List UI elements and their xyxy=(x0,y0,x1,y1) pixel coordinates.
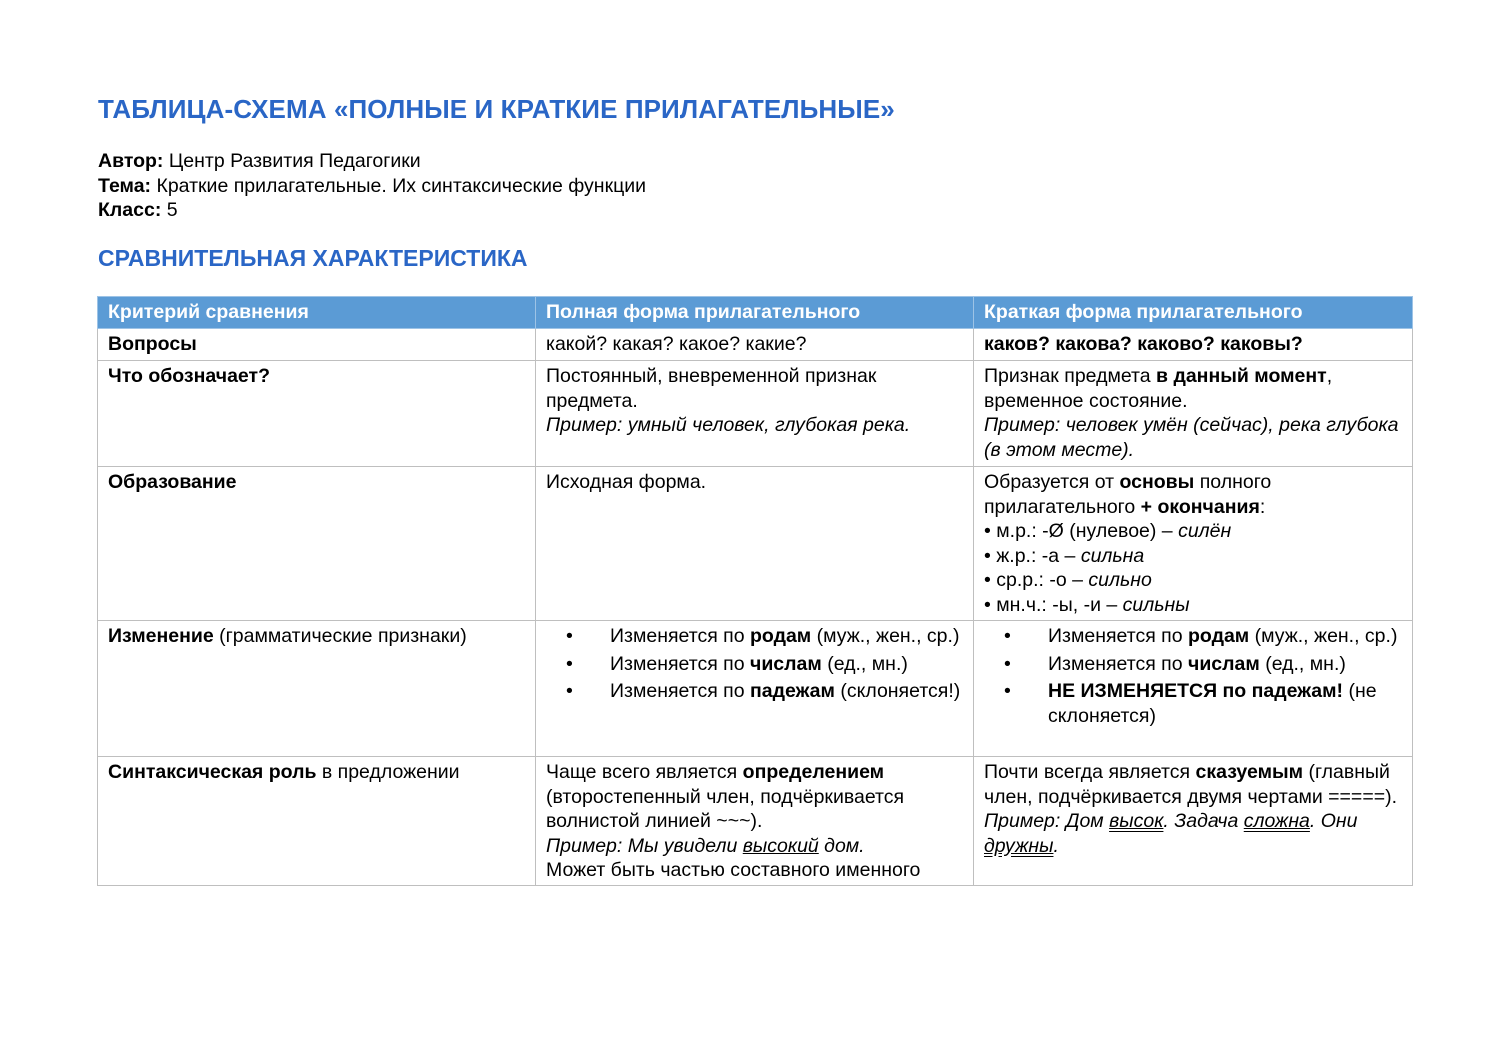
section-title: СРАВНИТЕЛЬНАЯ ХАРАКТЕРИСТИКА xyxy=(98,245,528,271)
ending-prefix: • мн.ч.: -ы, -и – xyxy=(984,593,1123,616)
ending-prefix: • ср.р.: -о – xyxy=(984,569,1089,592)
ending-prefix: • ж.р.: -а – xyxy=(984,544,1081,567)
item-text: Изменяется по xyxy=(610,625,750,647)
document-meta xyxy=(98,149,646,223)
comparison-table xyxy=(97,296,1413,886)
short-change-list xyxy=(984,624,1402,728)
example-text: дом. xyxy=(818,834,865,857)
example-underlined: высокий xyxy=(742,834,819,857)
short-formation-text-3: : xyxy=(1259,495,1266,518)
short-questions-text: каков? какова? каково? каковы? xyxy=(984,333,1303,355)
item-bold: числам xyxy=(1188,652,1260,675)
item-bold: родам xyxy=(1188,625,1250,647)
ending-item xyxy=(984,519,1402,544)
short-questions-cell xyxy=(974,329,1413,361)
item-bold: числам xyxy=(750,652,822,675)
full-syntax-text-2: (второстепенный член, подчёркивается волнистой линией ~~~). xyxy=(546,785,905,833)
criterion-label: Что обозначает? xyxy=(108,365,270,387)
author-label: Автор: xyxy=(98,150,164,172)
short-meaning-cell xyxy=(974,361,1413,467)
bullet-icon: • xyxy=(566,680,573,703)
short-formation-text-1: Образуется от xyxy=(984,471,1120,493)
page-title: ТАБЛИЦА-СХЕМА «ПОЛНЫЕ И КРАТКИЕ ПРИЛАГАТЕЛЬНЫЕ» xyxy=(98,94,895,124)
item-text: (муж., жен., ср.) xyxy=(1249,625,1398,647)
table-row-meaning xyxy=(98,361,1413,467)
item-text: (не склоняется) xyxy=(1048,680,1377,727)
example-text: . xyxy=(1053,834,1059,857)
criterion-label: Вопросы xyxy=(108,333,197,355)
item-text: (ед., мн.) xyxy=(821,652,908,675)
item-text: Изменяется по xyxy=(610,680,750,703)
list-item xyxy=(984,652,1402,677)
item-bold: НЕ ИЗМЕНЯЕТСЯ по падежам! xyxy=(1048,680,1344,703)
short-meaning-example: Пример: человек умён (сейчас), река глубока (в этом месте). xyxy=(984,414,1399,461)
ending-prefix: • м.р.: -Ø (нулевое) – xyxy=(984,520,1179,543)
short-syntax-text-1: Почти всегда является xyxy=(984,761,1196,783)
ending-example: сильно xyxy=(1088,569,1152,592)
item-bold: родам xyxy=(750,625,812,647)
short-formation-bold-1: основы xyxy=(1119,471,1195,493)
full-meaning-example: Пример: умный человек, глубокая река. xyxy=(546,414,911,437)
author-line xyxy=(98,149,646,174)
author-value: Центр Развития Педагогики xyxy=(163,150,421,172)
criterion-label-bold: Изменение xyxy=(108,625,214,647)
full-change-cell xyxy=(536,621,974,757)
criterion-label-rest: в предложении xyxy=(316,761,460,783)
item-text: (склоняется!) xyxy=(834,680,961,703)
short-formation-cell xyxy=(974,467,1413,621)
list-item xyxy=(984,624,1402,649)
bullet-icon: • xyxy=(1004,680,1011,703)
short-syntax-cell xyxy=(974,757,1413,886)
example-underlined: дружны xyxy=(984,834,1054,857)
criterion-cell xyxy=(98,361,536,467)
ending-example: сильна xyxy=(1080,544,1145,567)
topic-line xyxy=(98,174,646,199)
bullet-icon: • xyxy=(1004,625,1011,647)
table-row-syntax xyxy=(98,757,1413,886)
header-criterion: Критерий сравнения xyxy=(98,297,536,329)
list-item xyxy=(546,679,963,704)
criterion-label-rest: (грамматические признаки) xyxy=(213,625,467,647)
example-underlined: сложна xyxy=(1243,810,1310,833)
item-text: (ед., мн.) xyxy=(1259,652,1346,675)
full-change-list xyxy=(546,624,963,704)
grade-label: Класс: xyxy=(98,199,162,222)
full-questions-cell: какой? какая? какое? какие? xyxy=(536,329,974,361)
short-syntax-bold: сказуемым xyxy=(1195,761,1304,783)
header-full-form: Полная форма прилагательного xyxy=(536,297,974,329)
full-syntax-cell xyxy=(536,757,974,886)
criterion-cell xyxy=(98,329,536,361)
example-text: . Они xyxy=(1309,810,1358,833)
criterion-cell xyxy=(98,757,536,886)
short-formation-text-2: полного прилагательного xyxy=(984,471,1272,518)
short-formation-bold-2: + окончания xyxy=(1140,495,1260,518)
short-syntax-text-2: (главный член, подчёркивается двумя чертами =====). xyxy=(984,761,1398,808)
full-syntax-text-1: Чаще всего является xyxy=(546,761,743,783)
full-syntax-text-3: Может быть частью составного именного xyxy=(546,859,921,882)
item-bold: падежам xyxy=(750,680,835,703)
bullet-icon: • xyxy=(566,652,573,675)
grade-value: 5 xyxy=(161,199,178,222)
criterion-cell xyxy=(98,467,536,621)
full-meaning-text: Постоянный, вневременной признак предмета. xyxy=(546,365,877,412)
example-text: Пример: Дом xyxy=(984,810,1110,833)
short-meaning-text-1: Признак предмета xyxy=(984,365,1157,387)
bullet-icon: • xyxy=(566,625,573,647)
criterion-label: Образование xyxy=(108,471,237,493)
item-text: Изменяется по xyxy=(610,652,750,675)
criterion-cell xyxy=(98,621,536,757)
full-syntax-bold: определением xyxy=(742,761,885,783)
ending-example: силён xyxy=(1178,520,1232,543)
item-text: (муж., жен., ср.) xyxy=(811,625,960,647)
ending-item xyxy=(984,544,1402,569)
short-change-cell xyxy=(974,621,1413,757)
ending-example: сильны xyxy=(1122,593,1190,616)
item-text: Изменяется по xyxy=(1048,625,1188,647)
table-header-row xyxy=(98,297,1413,329)
header-short-form: Краткая форма прилагательного xyxy=(974,297,1413,329)
example-underlined: высок xyxy=(1109,810,1164,833)
short-syntax-example xyxy=(984,810,1358,857)
ending-item xyxy=(984,593,1402,618)
item-text: Изменяется по xyxy=(1048,652,1188,675)
topic-value: Краткие прилагательные. Их синтаксические функции xyxy=(151,174,647,197)
full-syntax-example xyxy=(546,835,865,857)
full-formation-cell: Исходная форма. xyxy=(536,467,974,621)
table-row-formation xyxy=(98,467,1413,621)
example-text: Пример: Мы увидели xyxy=(546,834,743,857)
table-row-change xyxy=(98,621,1413,757)
list-item xyxy=(546,652,963,677)
short-meaning-text-bold: в данный момент xyxy=(1156,365,1327,387)
list-item xyxy=(546,624,963,649)
grade-line xyxy=(98,198,646,223)
table-row-questions xyxy=(98,329,1413,361)
short-meaning-text-2: , временное состояние. xyxy=(984,365,1333,412)
criterion-label-bold: Синтаксическая роль xyxy=(108,761,317,783)
topic-label: Тема: xyxy=(98,174,152,197)
bullet-icon: • xyxy=(1004,652,1011,675)
ending-item xyxy=(984,568,1402,593)
full-meaning-cell xyxy=(536,361,974,467)
example-text: . Задача xyxy=(1163,810,1244,833)
list-item xyxy=(984,679,1402,728)
